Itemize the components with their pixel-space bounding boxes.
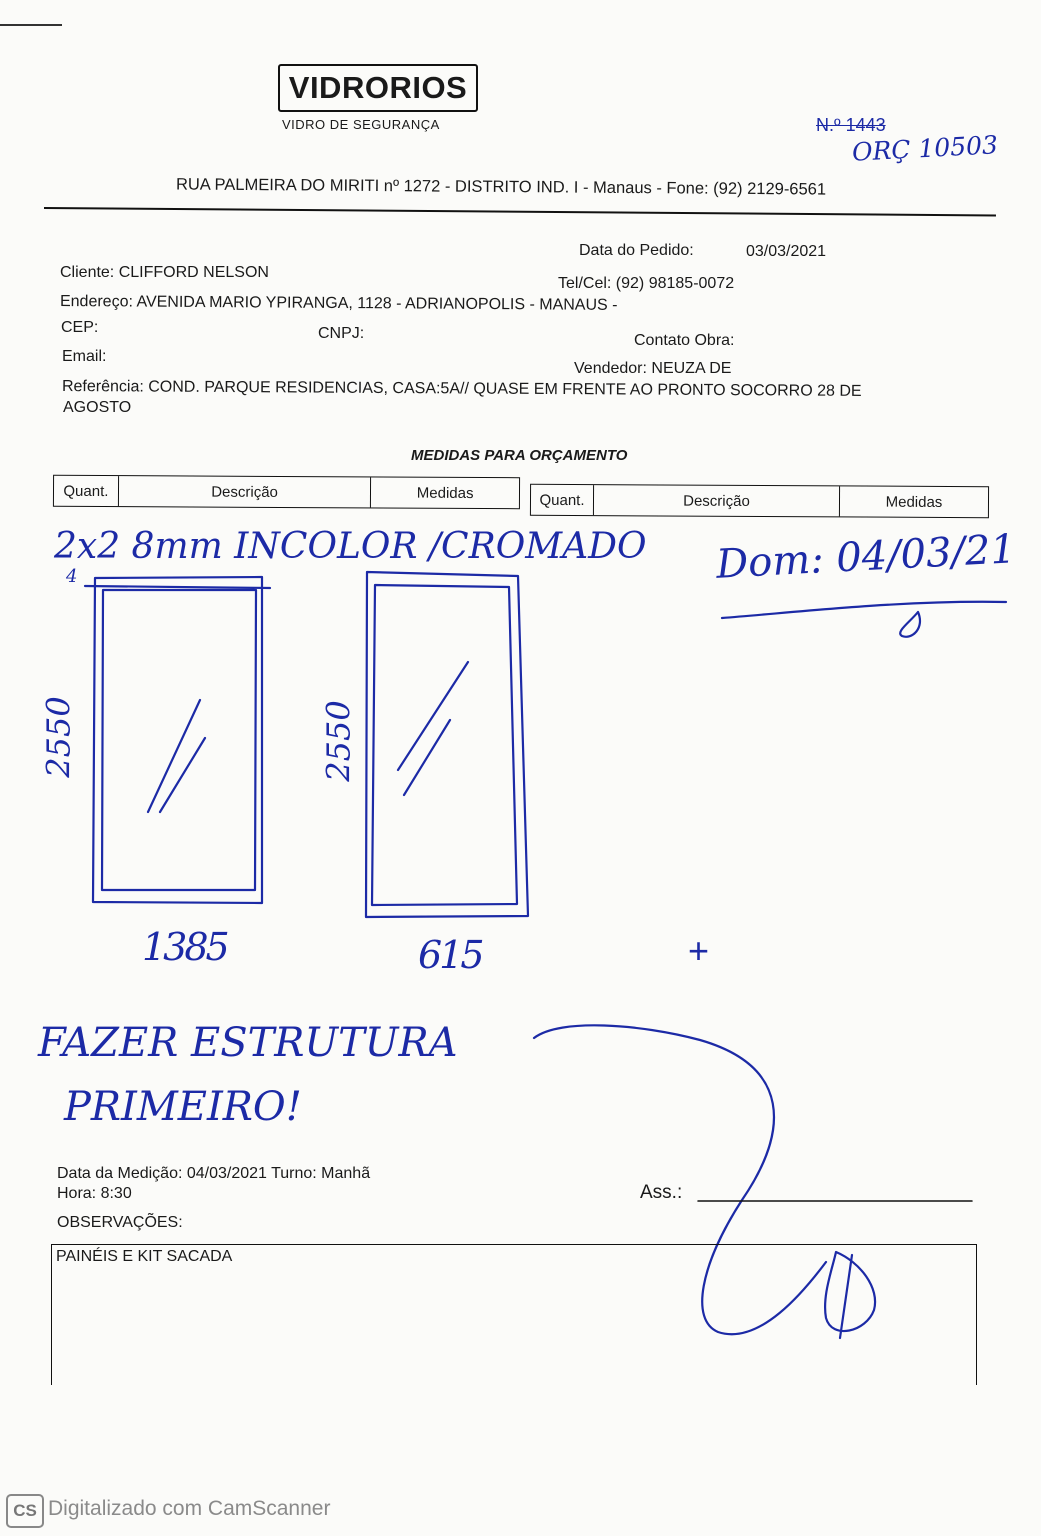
measures-title: MEDIDAS PARA ORÇAMENTO bbox=[411, 447, 628, 464]
client-cep: CEP: bbox=[61, 319, 99, 336]
measurement-time: Hora: 8:30 bbox=[57, 1185, 132, 1202]
width-left: 1385 bbox=[142, 925, 227, 969]
panel-left-top-line bbox=[85, 586, 270, 588]
handwritten-description: 2x2 8mm INCOLOR /CROMADO bbox=[54, 526, 647, 567]
client-address: Endereço: AVENIDA MARIO YPIRANGA, 1128 - ADRIANOPOLIS - MANAUS - bbox=[59, 293, 618, 314]
salesperson: Vendedor: NEUZA DE bbox=[574, 360, 732, 377]
reference-line-2: AGOSTO bbox=[63, 399, 132, 416]
panel-left-glare-1 bbox=[148, 700, 200, 812]
column-descricao: Descrição bbox=[594, 485, 840, 516]
client-cnpj: CNPJ: bbox=[318, 325, 365, 342]
measurement-date: Data da Medição: 04/03/2021 Turno: Manhã bbox=[57, 1165, 371, 1182]
column-medidas: Medidas bbox=[416, 484, 474, 502]
order-date-label: Data do Pedido: bbox=[579, 242, 694, 259]
orc-number: ORÇ 10503 bbox=[851, 130, 999, 167]
column-medidas: Medidas bbox=[885, 493, 943, 511]
observations-label: OBSERVAÇÕES: bbox=[57, 1214, 183, 1231]
form-number-struck: N.º 1443 bbox=[816, 115, 886, 135]
panel-right-outer bbox=[366, 572, 528, 917]
width-right: 615 bbox=[418, 933, 482, 977]
column-quant: Quant. bbox=[531, 485, 594, 515]
camscanner-text: Digitalizado com CamScanner bbox=[48, 1497, 331, 1520]
signature-label: Ass.: bbox=[640, 1182, 683, 1203]
plus-mark: + bbox=[688, 930, 710, 971]
height-left: 2550 bbox=[39, 696, 78, 778]
handwritten-mark: 4 bbox=[66, 566, 78, 587]
brand-name: VIDRORIOS bbox=[288, 70, 468, 105]
height-right: 2550 bbox=[319, 700, 358, 782]
date-underline bbox=[722, 602, 1006, 618]
observations-text: PAINÉIS E KIT SACADA bbox=[56, 1248, 233, 1265]
panel-left-inner bbox=[102, 590, 256, 890]
client-name: Cliente: CLIFFORD NELSON bbox=[60, 264, 269, 281]
brand-tagline: VIDRO DE SEGURANÇA bbox=[282, 117, 440, 132]
address-line: RUA PALMEIRA DO MIRITI nº 1272 - DISTRITO IND. I - Manaus - Fone: (92) 2129-6561 bbox=[175, 175, 827, 199]
handwritten-date: Dom: 04/03/21 bbox=[715, 526, 1017, 588]
panel-left-glare-2 bbox=[160, 738, 205, 812]
panel-right-inner bbox=[372, 585, 517, 905]
camscanner-logo: CS bbox=[6, 1494, 44, 1528]
date-flourish bbox=[900, 612, 920, 637]
panel-left-outer bbox=[93, 577, 262, 903]
handwritten-note-2: PRIMEIRO! bbox=[64, 1084, 302, 1130]
client-phone: Tel/Cel: (92) 98185-0072 bbox=[558, 275, 735, 292]
panel-right-glare-2 bbox=[404, 720, 450, 795]
panel-right-glare-1 bbox=[398, 662, 468, 770]
work-contact: Contato Obra: bbox=[634, 332, 735, 349]
column-quant: Quant. bbox=[54, 476, 119, 506]
reference-line-1: Referência: COND. PARQUE RESIDENCIAS, CASA:5A// QUASE EM FRENTE AO PRONTO SOCORRO 28 DE bbox=[61, 378, 862, 400]
order-date-value: 03/03/2021 bbox=[746, 243, 827, 260]
handwritten-note-1: FAZER ESTRUTURA bbox=[38, 1020, 458, 1066]
column-descricao: Descrição bbox=[119, 476, 372, 507]
client-email: Email: bbox=[62, 348, 107, 365]
observations-box bbox=[51, 1244, 977, 1385]
